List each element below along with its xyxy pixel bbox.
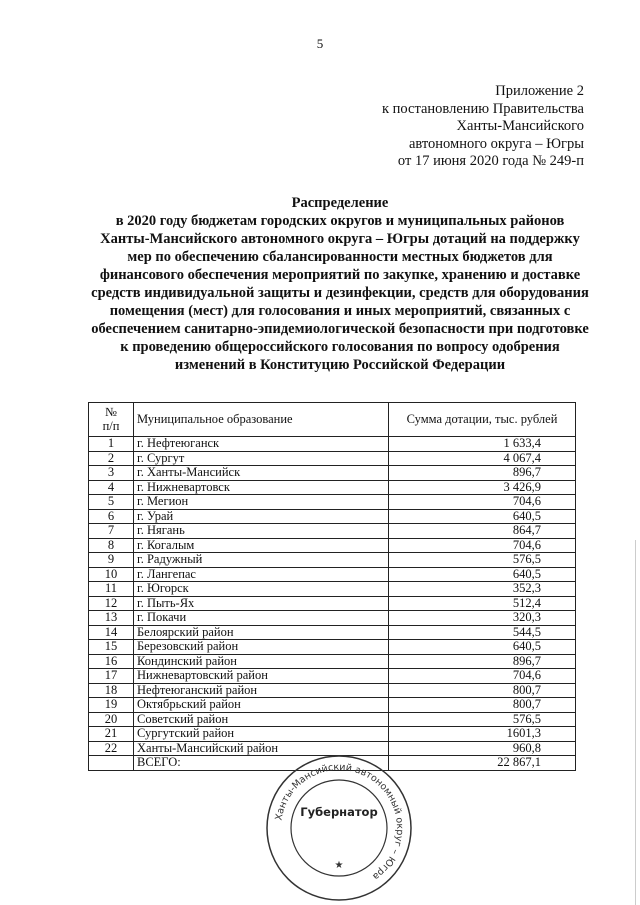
header-number-symbol: № <box>105 405 117 419</box>
total-label: ВСЕГО: <box>134 756 389 771</box>
row-municipality: Белоярский район <box>134 625 389 640</box>
seal-center-text: Губернатор <box>300 805 378 819</box>
table-row <box>89 480 576 495</box>
appendix-line: от 17 июня 2020 года № 249-п <box>397 153 584 169</box>
row-number: 19 <box>89 698 134 713</box>
appendix-line: Приложение 2 <box>495 83 584 99</box>
table-row <box>89 509 576 524</box>
header-municipality: Муниципальное образование <box>134 403 389 437</box>
row-sum: 1 633,4 <box>389 437 576 452</box>
row-number: 21 <box>89 727 134 742</box>
row-sum: 640,5 <box>389 640 576 655</box>
row-number: 2 <box>89 451 134 466</box>
table-row <box>89 553 576 568</box>
row-sum: 3 426,9 <box>389 480 576 495</box>
row-sum: 704,6 <box>389 669 576 684</box>
table-row <box>89 625 576 640</box>
row-sum: 800,7 <box>389 683 576 698</box>
row-municipality: г. Югорск <box>134 582 389 597</box>
row-sum: 576,5 <box>389 712 576 727</box>
row-number: 13 <box>89 611 134 626</box>
title-body: в 2020 году бюджетам городских округов и муниципальных районов Ханты-Мансийского автономного округа – Югры дотаций на поддержку мер по обеспечению сбалансированности местных бюджетов для финансового обеспечения мероприятий по закупке, хранению и доставке средств индивидуальной защиты и дезинфекции, средств для оборудования помещения (мест) для голосования и иных мероприятий, связанных с обеспечением санитарно-эпидемиологической безопасности при подготовке к проведению общероссийского голосования по вопросу одобрения изменений в Конституцию Российской Федерации <box>91 213 589 373</box>
row-municipality: Кондинский район <box>134 654 389 669</box>
header-number-abbr: п/п <box>102 418 120 433</box>
table-row <box>89 451 576 466</box>
table-header-row <box>89 403 576 437</box>
row-number: 22 <box>89 741 134 756</box>
total-number-cell <box>89 756 134 771</box>
row-municipality: г. Нижневартовск <box>134 480 389 495</box>
table-row <box>89 596 576 611</box>
page-number: 5 <box>316 36 324 51</box>
row-municipality: г. Мегион <box>134 495 389 510</box>
row-municipality: г. Сургут <box>134 451 389 466</box>
row-sum: 960,8 <box>389 741 576 756</box>
distribution-table <box>88 402 576 771</box>
row-sum: 576,5 <box>389 553 576 568</box>
row-number: 9 <box>89 553 134 568</box>
table-row <box>89 582 576 597</box>
appendix-header <box>284 83 584 171</box>
row-municipality: г. Ханты-Мансийск <box>134 466 389 481</box>
row-municipality: Сургутский район <box>134 727 389 742</box>
row-sum: 1601,3 <box>389 727 576 742</box>
row-sum: 864,7 <box>389 524 576 539</box>
row-municipality: г. Покачи <box>134 611 389 626</box>
table-row <box>89 712 576 727</box>
header-number <box>89 403 134 437</box>
table-row <box>89 698 576 713</box>
row-sum: 4 067,4 <box>389 451 576 466</box>
row-number: 18 <box>89 683 134 698</box>
row-municipality: Березовский район <box>134 640 389 655</box>
table-row <box>89 466 576 481</box>
row-sum: 544,5 <box>389 625 576 640</box>
row-number: 12 <box>89 596 134 611</box>
row-number: 20 <box>89 712 134 727</box>
row-number: 10 <box>89 567 134 582</box>
row-municipality: г. Лангепас <box>134 567 389 582</box>
row-number: 8 <box>89 538 134 553</box>
document-title <box>90 194 590 374</box>
row-sum: 704,6 <box>389 495 576 510</box>
appendix-line: Ханты-Мансийского <box>456 118 584 134</box>
row-sum: 896,7 <box>389 466 576 481</box>
row-number: 4 <box>89 480 134 495</box>
row-sum: 640,5 <box>389 509 576 524</box>
row-municipality: г. Нягань <box>134 524 389 539</box>
row-number: 7 <box>89 524 134 539</box>
row-sum: 512,4 <box>389 596 576 611</box>
row-municipality: Советский район <box>134 712 389 727</box>
table-row <box>89 538 576 553</box>
row-number: 5 <box>89 495 134 510</box>
row-municipality: г. Урай <box>134 509 389 524</box>
row-municipality: Нижневартовский район <box>134 669 389 684</box>
row-number: 1 <box>89 437 134 452</box>
table-row <box>89 524 576 539</box>
scan-edge-line <box>635 540 636 905</box>
row-municipality: г. Радужный <box>134 553 389 568</box>
row-sum: 896,7 <box>389 654 576 669</box>
title-heading: Распределение <box>291 195 389 211</box>
table-row <box>89 640 576 655</box>
row-municipality: г. Когалым <box>134 538 389 553</box>
row-sum: 800,7 <box>389 698 576 713</box>
table-row <box>89 727 576 742</box>
header-sum: Сумма дотации, тыс. рублей <box>389 403 576 437</box>
table-row <box>89 683 576 698</box>
table-row <box>89 669 576 684</box>
row-number: 14 <box>89 625 134 640</box>
seal-ring-text: Ханты-Мансийский автономный округ – Югра <box>273 761 406 883</box>
row-municipality: Нефтеюганский район <box>134 683 389 698</box>
appendix-line: к постановлению Правительства <box>382 100 584 117</box>
row-number: 17 <box>89 669 134 684</box>
total-sum: 22 867,1 <box>389 756 576 771</box>
row-sum: 640,5 <box>389 567 576 582</box>
row-sum: 320,3 <box>389 611 576 626</box>
seal-star-icon: ★ <box>334 860 344 871</box>
table-row <box>89 567 576 582</box>
row-number: 16 <box>89 654 134 669</box>
row-sum: 704,6 <box>389 538 576 553</box>
row-number: 15 <box>89 640 134 655</box>
row-number: 6 <box>89 509 134 524</box>
row-number: 11 <box>89 582 134 597</box>
row-number: 3 <box>89 466 134 481</box>
row-municipality: Октябрьский район <box>134 698 389 713</box>
table-row <box>89 654 576 669</box>
table-row <box>89 437 576 452</box>
row-municipality: Ханты-Мансийский район <box>134 741 389 756</box>
appendix-line: автономного округа – Югры <box>408 135 584 152</box>
table-row <box>89 495 576 510</box>
row-municipality: г. Пыть-Ях <box>134 596 389 611</box>
row-sum: 352,3 <box>389 582 576 597</box>
governor-seal <box>263 752 415 904</box>
row-municipality: г. Нефтеюганск <box>134 437 389 452</box>
table-row <box>89 611 576 626</box>
